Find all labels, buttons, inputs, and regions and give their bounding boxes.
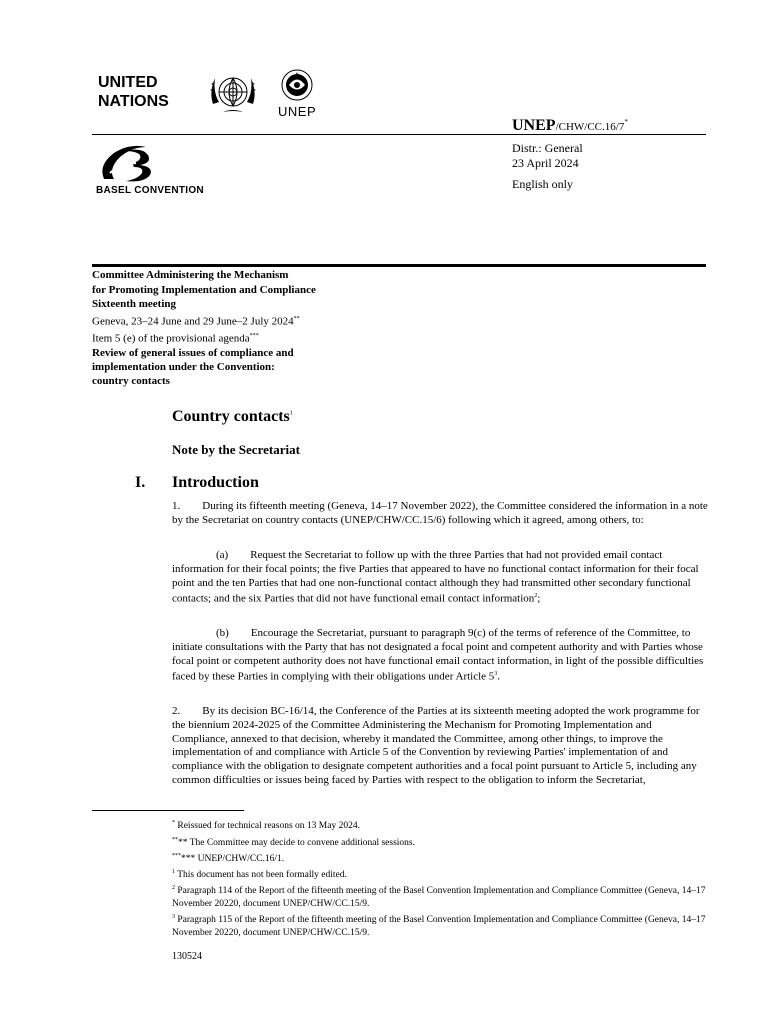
paragraph-1a [172, 549, 708, 607]
document-symbol [512, 117, 628, 135]
agenda-topic-line2: implementation under the Convention: [92, 361, 275, 373]
paragraph-1b [172, 627, 708, 685]
footnote-mark: 1 [172, 869, 175, 875]
footnote-mark: 3 [172, 914, 175, 920]
paragraph-1b-end: . [497, 671, 501, 684]
job-number: 130524 [172, 951, 202, 962]
document-title [172, 408, 293, 426]
footnote-mark: 2 [172, 885, 175, 891]
org-name-line2: NATIONS [98, 93, 169, 110]
meeting-rule [92, 264, 706, 267]
meeting-line4 [92, 312, 392, 329]
agenda-item: Item 5 (e) of the provisional agenda [92, 332, 250, 345]
meeting-line5 [92, 329, 392, 346]
agenda-item-mark: *** [249, 332, 259, 339]
meeting-dates: Geneva, 23–24 June and 29 June–2 July 2024 [92, 315, 294, 328]
footnote-text: Paragraph 115 of the Report of the fifteenth meeting of the Basel Convention Implementation and Compliance Committee (Geneva, 14–17 November 20220, document UNEP/CHW/CC.15/9. [172, 915, 706, 938]
org-name [98, 73, 169, 111]
footnote-mark: * [172, 820, 175, 826]
distribution-block [512, 141, 583, 171]
footnote-text: This document has not been formally edited. [175, 870, 347, 881]
meeting-info [92, 268, 392, 346]
agenda-topic [92, 346, 352, 388]
un-emblem-icon [207, 68, 259, 121]
footnote-3 [172, 911, 708, 939]
paragraph-1a-mark: 2 [534, 593, 538, 600]
section-title: Introduction [172, 474, 259, 491]
footnote-reissued [172, 817, 708, 833]
footnote-text: Paragraph 114 of the Report of the fifteenth meeting of the Basel Convention Implementation and Compliance Committee (Geneva, 14–17 November 20220, document UNEP/CHW/CC.15/9. [172, 886, 706, 909]
footnote-mark: *** [172, 853, 181, 859]
org-name-line1: UNITED [98, 74, 158, 91]
footnote-mark: ** [172, 837, 178, 843]
basel-caption: BASEL CONVENTION [96, 185, 204, 196]
symbol-footnote-mark: * [624, 118, 628, 126]
document-title-text: Country contacts [172, 408, 290, 425]
note-by-secretariat: Note by the Secretariat [172, 442, 300, 457]
section-number: I. [135, 474, 146, 491]
unep-caption: UNEP [278, 104, 317, 119]
footnote-text: ** The Committee may decide to convene additional sessions. [178, 838, 416, 849]
paragraph-1: 1. During its fifteenth meeting (Geneva, 14–17 November 2022), the Committee considered the information in a note by the Secretariat on country contacts (UNEP/CHW/CC.15/6) following which it agreed, among others, to: [172, 500, 708, 526]
paragraph-1a-text: (a) Request the Secretariat to follow up with the three Parties that had not provided email contact information for their focal points; the five Parties that appeared to have no functional contact information for their focal point and the ten Parties that had one non-functional contact although they had transmitted other secondary functional contacts; and the six Parties that did not have functional email contact information [172, 549, 699, 606]
meeting-line3: Sixteenth meeting [92, 298, 177, 310]
paragraph-1a-end: ; [537, 593, 541, 606]
agenda-topic-line1: Review of general issues of compliance and [92, 347, 294, 359]
document-title-mark: 1 [289, 410, 293, 417]
paragraph-1b-mark: 3 [494, 671, 498, 678]
meeting-dates-mark: ** [293, 315, 300, 322]
symbol-suffix: /CHW/CC.16/7 [555, 121, 625, 133]
footnote-1 [172, 866, 708, 882]
paragraph-1b-text: (b) Encourage the Secretariat, pursuant to paragraph 9(c) of the terms of reference of the Committee, to initiate consultations with the Party that has not designated a focal point and competent authority and with Parties whose focal point or competent authority does not have functional email contact information, in light of the possible difficulties faced by these Parties in complying with their obligations under Article 5 [172, 627, 704, 684]
meeting-line1: Committee Administering the Mechanism [92, 269, 289, 281]
footnote-text: Reissued for technical reasons on 13 May 2024. [175, 821, 360, 832]
footnote-2 [172, 882, 708, 910]
agenda-topic-line3: country contacts [92, 375, 170, 387]
meeting-line2: for Promoting Implementation and Compliance [92, 283, 316, 296]
issue-date: 23 April 2024 [512, 156, 579, 170]
footnote-text: *** UNEP/CHW/CC.16/1. [181, 854, 285, 865]
header-rule [92, 134, 706, 135]
paragraph-2: 2. By its decision BC-16/14, the Conference of the Parties at its sixteenth meeting adopted the work programme for the biennium 2024-2025 of the Committee Administering the Mechanism for Promoting Implementation and Compliance, annexed to that decision, whereby it mandated the Committee, among other things, to improve the implementation of and compliance with Article 5 of the Convention by reviewing Parties' implementation of and compliance with the obligation to designate competent authorities and a focal point pursuant to Article 5, including any common difficulties or issues being faced by Parties with respect to the obligation to inform the Secretariat, [172, 705, 700, 786]
distribution: Distr.: General [512, 141, 583, 155]
basel-logo-icon [96, 143, 166, 190]
footnote-rule [92, 810, 244, 811]
symbol-prefix: UNEP [512, 117, 556, 134]
footnote-sessions [172, 834, 708, 850]
footnote-agenda [172, 850, 708, 866]
language-note: English only [512, 177, 574, 191]
